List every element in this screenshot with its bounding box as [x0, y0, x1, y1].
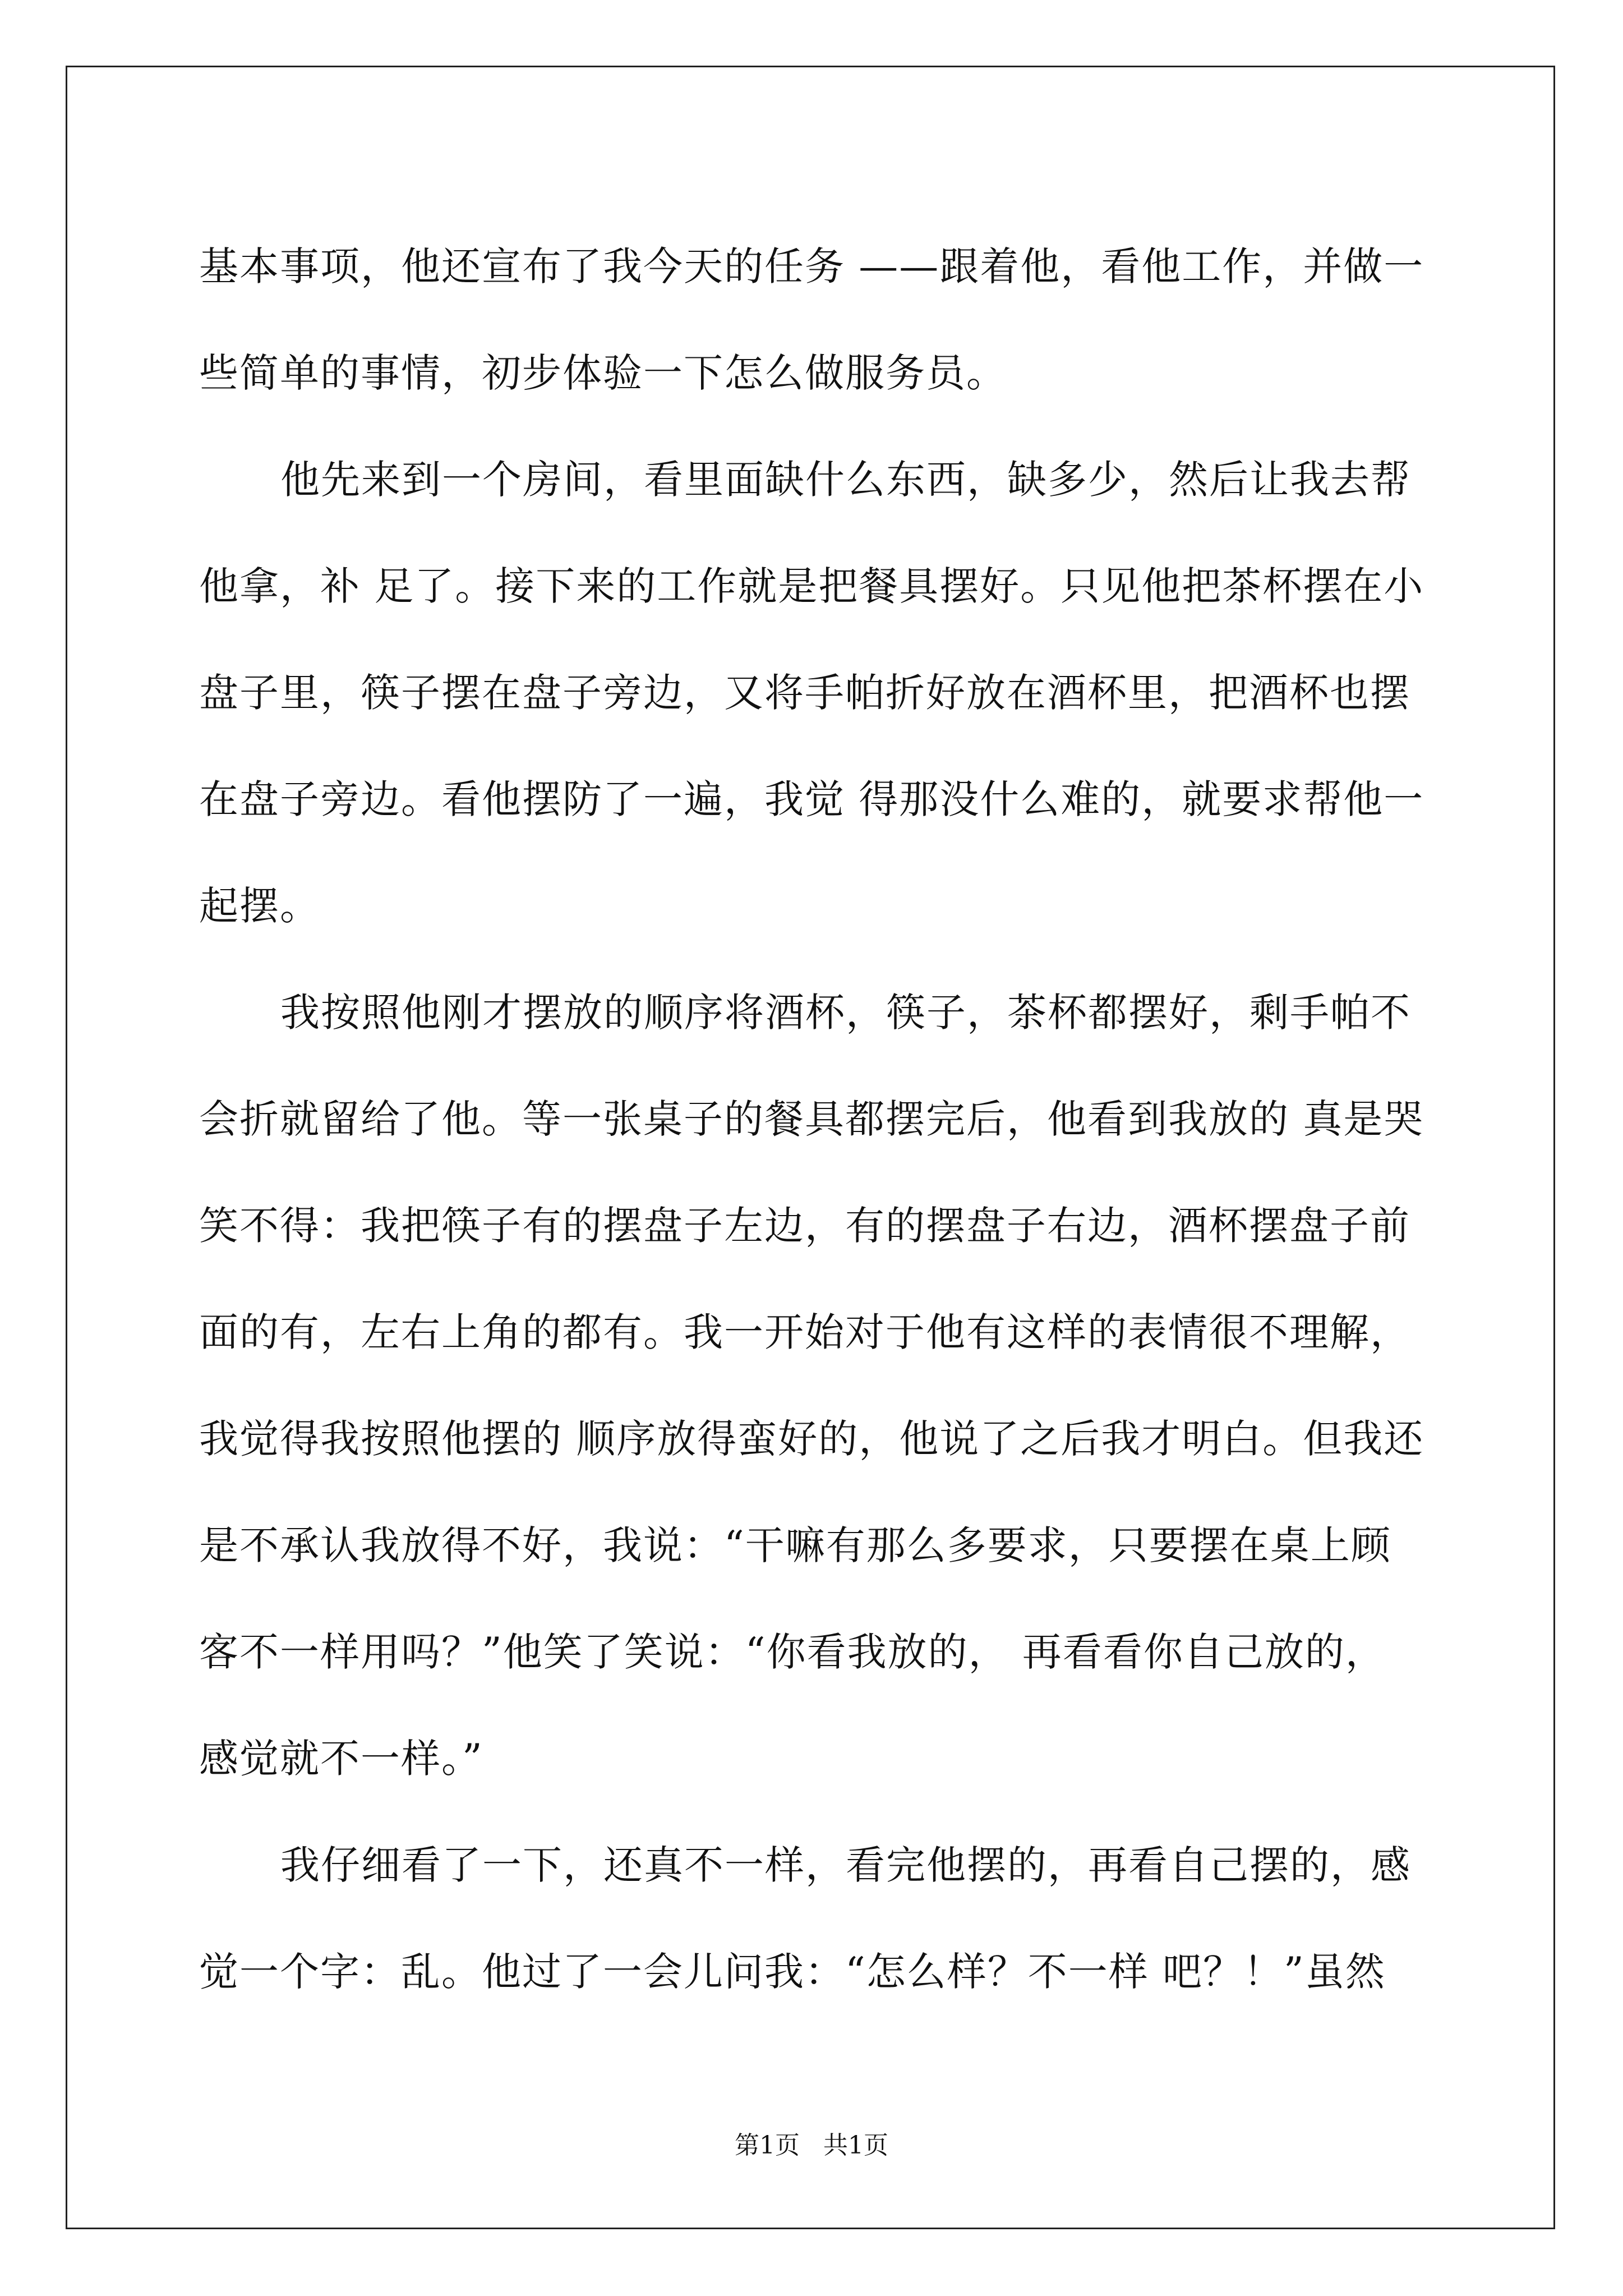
text-line: 些简单的事情，初步体验一下怎么做服务员。 — [199, 350, 1007, 396]
text-line: 盘子里，筷子摆在盘子旁边，又将手帕折好放在酒杯里，把酒杯也摆 — [199, 670, 1410, 716]
text-line: 是不承认我放得不好，我说：“干嘛有那么多要求，只要摆在桌上顾 — [199, 1522, 1391, 1568]
text-line: 在盘子旁边。看他摆防了一遍，我觉 得那没什么难的，就要求帮他一 — [199, 776, 1424, 822]
text-line: 感觉就不一样。” — [199, 1736, 483, 1782]
text-line: 他先来到一个房间，看里面缺什么东西，缺多少，然后让我去帮 — [280, 457, 1411, 503]
text-line: 我觉得我按照他摆的 顺序放得蛮好的，他说了之后我才明白。但我还 — [199, 1416, 1424, 1462]
text-line: 我仔细看了一下，还真不一样，看完他摆的，再看自己摆的，感 — [280, 1842, 1411, 1888]
text-line: 起摆。 — [199, 883, 320, 929]
page-number-footer: 第1页 共1页 — [735, 2131, 888, 2160]
text-line: 觉一个字：乱。他过了一会儿问我：“怎么样？不一样 吧？！”虽然 — [199, 1949, 1386, 1995]
text-line: 面的有，左右上角的都有。我一开始对于他有这样的表情很不理解， — [199, 1309, 1410, 1355]
text-line: 基本事项，他还宣布了我今天的任务 ——跟着他，看他工作，并做一 — [199, 243, 1424, 289]
text-line: 我按照他刚才摆放的顺序将酒杯，筷子，茶杯都摆好，剩手帕不 — [280, 990, 1411, 1036]
text-line: 笑不得：我把筷子有的摆盘子左边，有的摆盘子右边，酒杯摆盘子前 — [199, 1203, 1410, 1249]
text-line: 客不一样用吗？”他笑了笑说：“你看我放的， 再看看你自己放的， — [199, 1629, 1386, 1675]
text-line: 他拿，补 足了。接下来的工作就是把餐具摆好。只见他把茶杯摆在小 — [199, 563, 1424, 609]
document-body — [199, 213, 1433, 2025]
text-line: 会折就留给了他。等一张桌子的餐具都摆完后，他看到我放的 真是哭 — [199, 1096, 1424, 1142]
